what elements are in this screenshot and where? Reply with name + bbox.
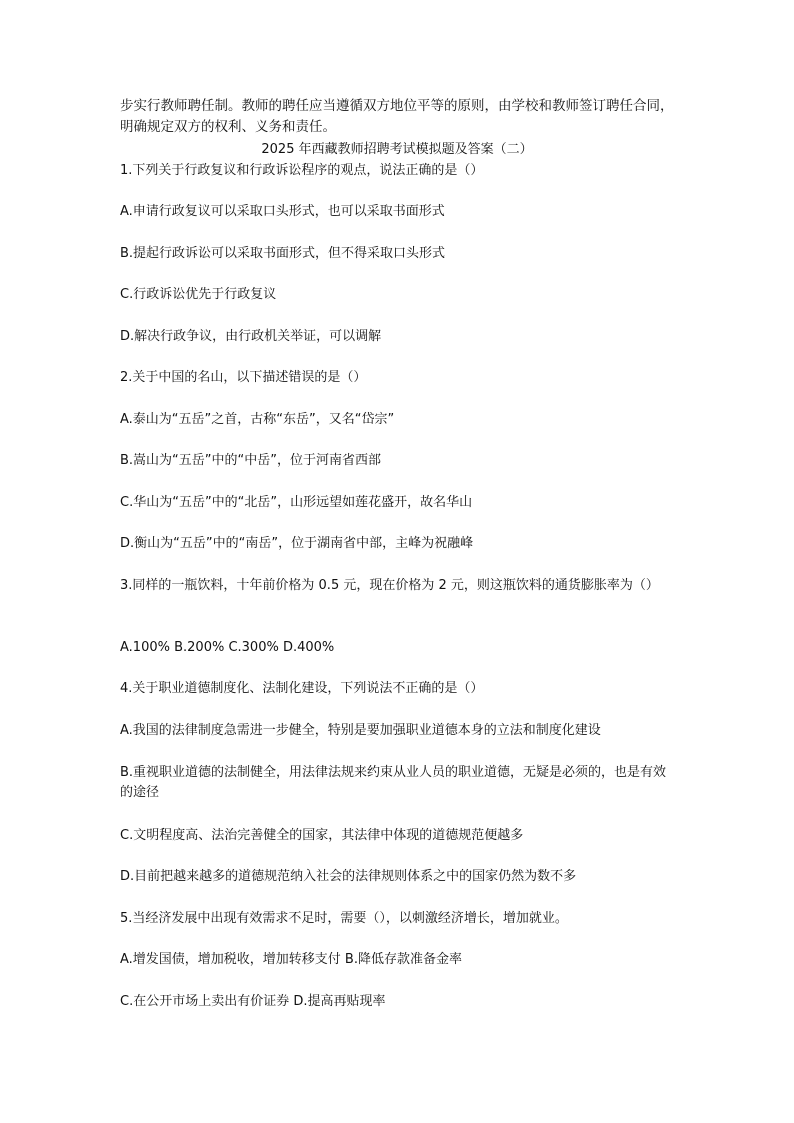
question-2-option-c: C.华山为“五岳”中的“北岳”，山形远望如莲花盛开，故名华山 (120, 495, 473, 510)
question-2-option-b: B.嵩山为“五岳”中的“中岳”，位于河南省西部 (120, 453, 381, 468)
question-2-option-d: D.衡山为“五岳”中的“南岳”，位于湖南省中部，主峰为祝融峰 (120, 536, 474, 551)
question-4-stem: 4.关于职业道德制度化、法制化建设，下列说法不正确的是（） (120, 681, 484, 696)
question-2-stem: 2.关于中国的名山，以下描述错误的是（） (120, 370, 367, 385)
question-1-stem: 1.下列关于行政复议和行政诉讼程序的观点，说法正确的是（） (120, 163, 484, 178)
question-1-option-a: A.申请行政复议可以采取口头形式，也可以采取书面形式 (120, 204, 445, 219)
question-4-option-d: D.目前把越来越多的道德规范纳入社会的法律规则体系之中的国家仍然为数不多 (120, 869, 577, 884)
question-3-options: A.100% B.200% C.300% D.400% (120, 640, 335, 655)
question-2-option-a: A.泰山为“五岳”之首，古称“东岳”，又名“岱宗” (120, 412, 395, 427)
question-1-option-c: C.行政诉讼优先于行政复议 (120, 287, 277, 302)
question-1-option-b: B.提起行政诉讼可以采取书面形式，但不得采取口头形式 (120, 246, 446, 261)
question-3-stem: 3.同样的一瓶饮料，十年前价格为 0.5 元，现在价格为 2 元，则这瓶饮料的通货膨胀率为（） (120, 578, 659, 593)
question-4-option-c: C.文明程度高、法治完善健全的国家，其法律中体现的道德规范便越多 (120, 828, 524, 843)
question-1-option-d: D.解决行政争议，由行政机关举证，可以调解 (120, 329, 382, 344)
question-4-option-b: B.重视职业道德的法制健全，用法律法规来约束从业人员的职业道德，无疑是必须的，也是有效的途径 (120, 765, 667, 800)
question-5-options-cd: C.在公开市场上卖出有价证券 D.提高再贴现率 (120, 994, 386, 1009)
question-4-option-a: A.我国的法律制度急需进一步健全，特别是要加强职业道德本身的立法和制度化建设 (120, 723, 601, 738)
document-title: 2025 年西藏教师招聘考试模拟题及答案（二） (261, 142, 533, 157)
intro-paragraph: 步实行教师聘任制。教师的聘任应当遵循双方地位平等的原则，由学校和教师签订聘任合同，明确规定双方的权利、义务和责任。 (120, 98, 674, 135)
question-5-stem: 5.当经济发展中出现有效需求不足时，需要（），以刺激经济增长，增加就业。 (120, 911, 568, 926)
question-5-options-ab: A.增发国债，增加税收，增加转移支付 B.降低存款准备金率 (120, 952, 462, 967)
